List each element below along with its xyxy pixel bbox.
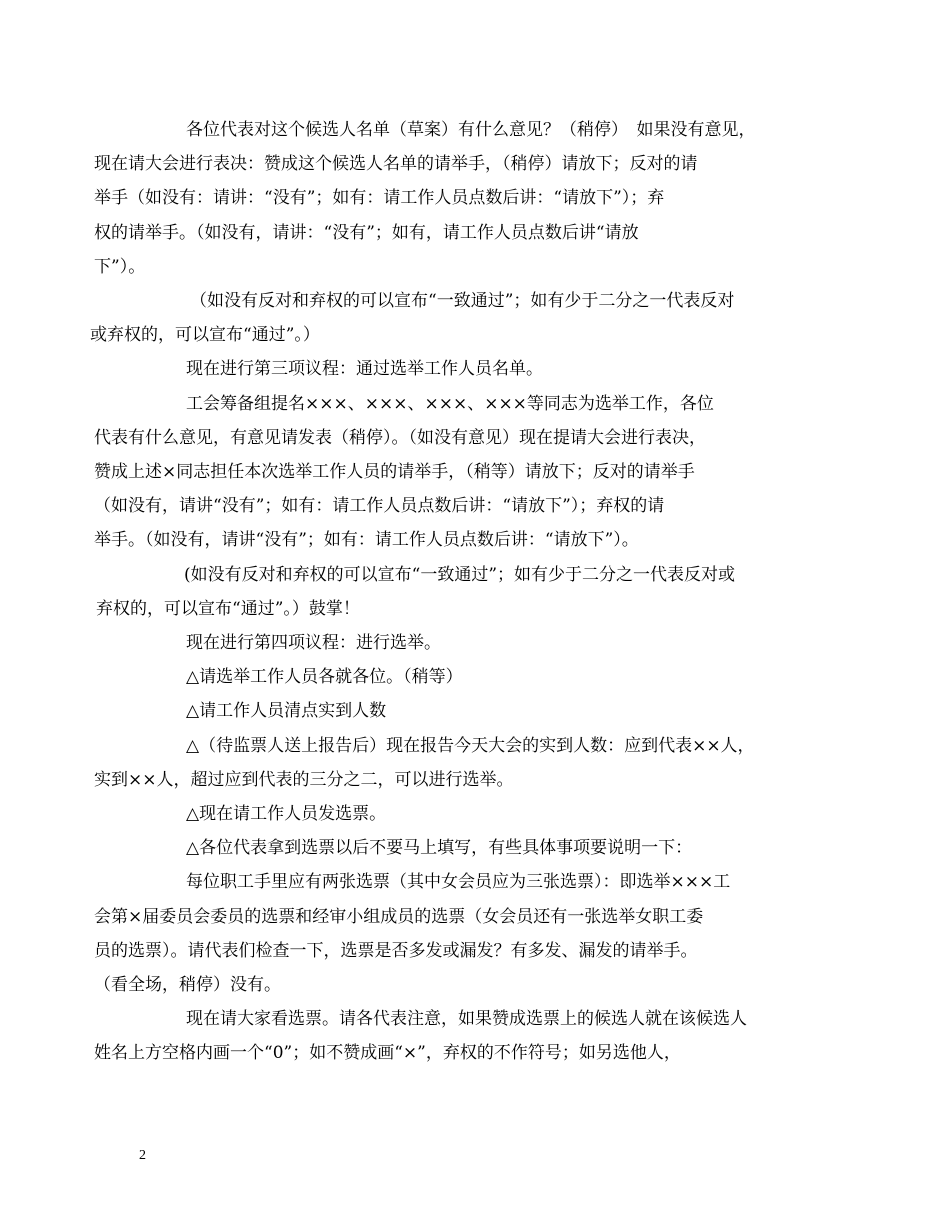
text-line: 工会筹备组提名×××、×××、×××、×××等同志为选举工作，各位 (186, 393, 714, 414)
text-line: 代表有什么意见，有意见请发表（稍停）。（如没有意见）现在提请大会进行表决， (94, 427, 706, 448)
text-line: （如没有反对和弃权的可以宣布“一致通过”；如有少于二分之一代表反对 (190, 291, 735, 312)
paragraph-staff-positions (140, 660, 812, 694)
text-line: 每位职工手里应有两张选票（其中女会员应为三张选票）：即选举×××工 (186, 872, 731, 893)
text-line: 员的选票）。请代表们检查一下，选票是否多发或漏发？有多发、漏发的请举手。 (94, 940, 698, 961)
text-line: 赞成上述×同志担任本次选举工作人员的请举手，（稍等）请放下；反对的请举手 (94, 462, 695, 483)
paragraph-count-attendance (140, 694, 812, 728)
paragraph-note-unanimous-2 (96, 558, 812, 626)
text-line: 现在进行第三项议程：通过选举工作人员名单。 (186, 359, 543, 380)
text-line: 下”）。 (94, 256, 146, 277)
text-line: 现在进行第四项议程：进行选举。 (186, 633, 441, 654)
paragraph-note-unanimous-1 (90, 284, 812, 352)
paragraph-ballot-instructions (140, 831, 812, 865)
paragraph-ballot-count (94, 865, 812, 1002)
text-line: 现在请大家看选票。请各代表注意，如果赞成选票上的候选人就在该候选人 (186, 1009, 747, 1030)
text-line: △现在请工作人员发选票。 (186, 804, 387, 825)
text-line: 会第×届委员会委员的选票和经审小组成员的选票（女会员还有一张选举女职工委 (94, 906, 704, 927)
paragraph-distribute-ballots (140, 797, 812, 831)
text-line: 姓名上方空格内画一个“0”；如不赞成画“×”，弃权的不作符号；如另选他人， (94, 1043, 681, 1064)
page-number: 2 (139, 1148, 146, 1163)
text-line: 现在请大会进行表决：赞成这个候选人名单的请举手，（稍停）请放下；反对的请 (94, 154, 698, 175)
text-line: 举手。（如没有，请讲“没有”；如有：请工作人员点数后讲：“请放下”）。 (94, 530, 639, 551)
text-line: △请工作人员清点实到人数 (186, 701, 387, 722)
text-line: 实到××人，超过应到代表的三分之二，可以进行选举。 (94, 769, 514, 790)
text-line: △请选举工作人员各就各位。（稍等） (186, 667, 463, 688)
text-line: (如没有反对和弃权的可以宣布“一致通过”；如有少于二分之一代表反对或 (184, 564, 736, 585)
paragraph-agenda-three (140, 352, 812, 386)
text-line: 或弃权的，可以宣布“通过”。） (90, 325, 320, 346)
text-line: （如没有，请讲“没有”；如有：请工作人员点数后讲：“请放下”）；弃权的请 (94, 496, 665, 517)
text-line: （看全场，稍停）没有。 (94, 975, 281, 996)
text-line: 弃权的，可以宣布“通过”。）鼓掌！ (96, 598, 360, 619)
text-line: 权的请举手。（如没有，请讲：“没有”；如有，请工作人员点数后讲“请放 (94, 222, 639, 243)
paragraph-marking-rules (94, 1002, 812, 1070)
paragraph-candidate-opinion (94, 113, 812, 284)
text-line: △（待监票人送上报告后）现在报告今天大会的实到人数：应到代表××人， (186, 735, 755, 756)
paragraph-agenda-four (140, 626, 812, 660)
paragraph-attendance-report (94, 729, 812, 797)
text-line: 各位代表对这个候选人名单（草案）有什么意见？（稍停） 如果没有意见， (186, 120, 756, 140)
document-body (90, 113, 812, 1071)
text-line: 举手（如没有：请讲：“没有”；如有：请工作人员点数后讲：“请放下”）；弃 (94, 188, 665, 209)
text-line: △各位代表拿到选票以后不要马上填写，有些具体事项要说明一下： (186, 838, 693, 859)
paragraph-election-staff (94, 387, 812, 558)
